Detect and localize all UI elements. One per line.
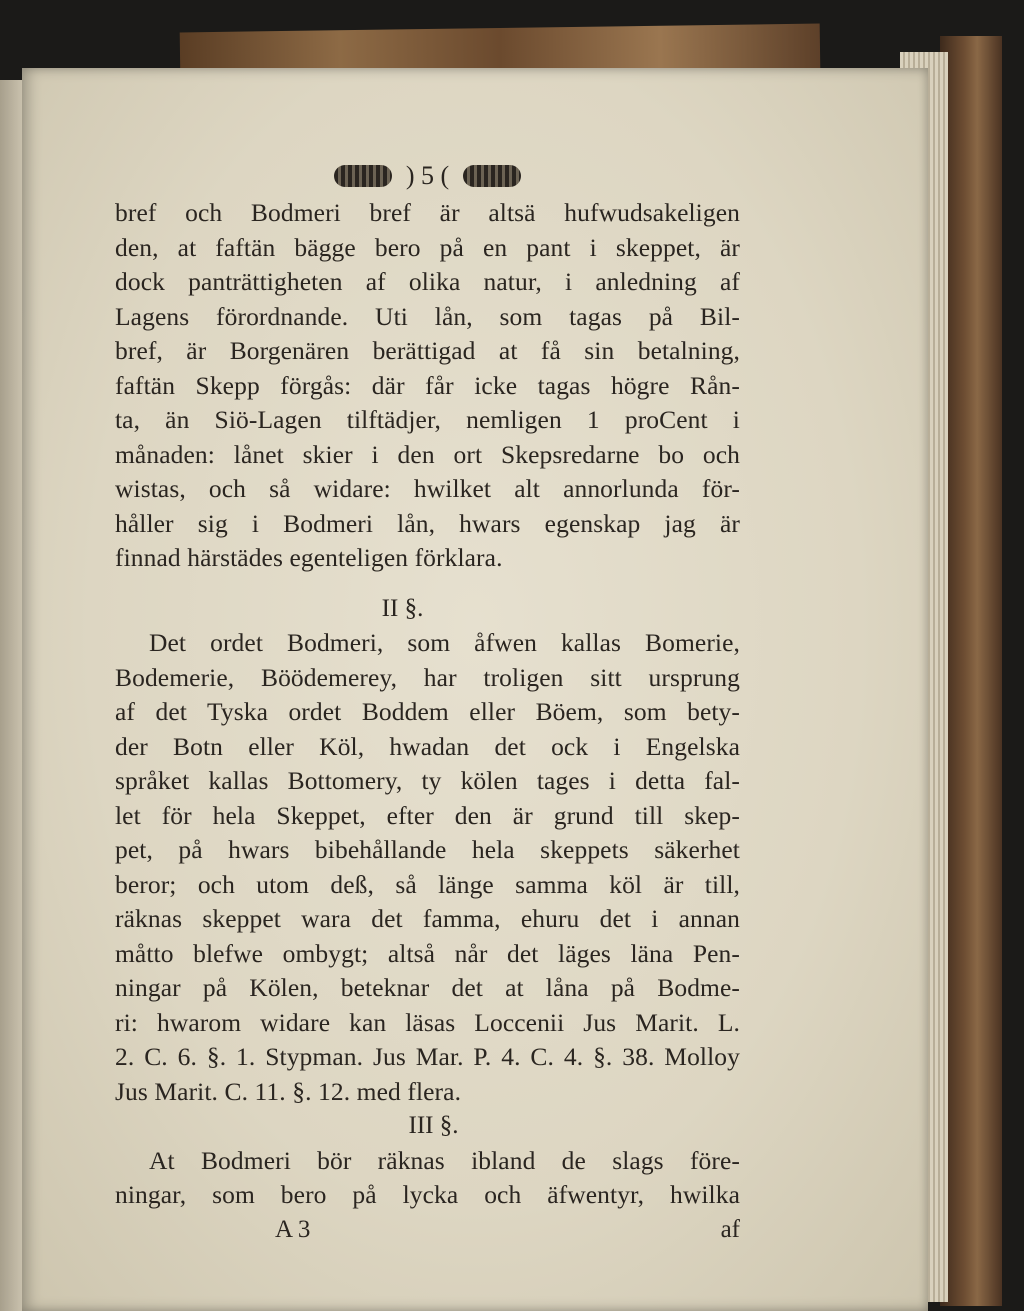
- section-3: [115, 1144, 740, 1213]
- right-ornament-icon: [463, 165, 521, 187]
- page-text: [115, 156, 740, 1247]
- text-line: 2. C. 6. §. 1. Stypman. Jus Mar. P. 4. C. 4. §. 38. Molloy: [115, 1042, 740, 1071]
- text-line: håller sig i Bodmeri lån, hwars egenskap jag är: [115, 508, 740, 538]
- text-line: af det Tyska ordet Boddem eller Böem, som bety-: [115, 697, 740, 726]
- text-line: bref och Bodmeri bref är altsä hufwudsakeligen: [115, 198, 740, 227]
- text-line: beror; och utom deß, så länge samma köl är till,: [115, 869, 740, 899]
- text-line: finnad härstädes egenteligen förklara.: [115, 543, 503, 572]
- text-line: måtto blefwe ombygt; altså når det läges läna Pen-: [115, 938, 740, 968]
- section-3-heading: III §.: [408, 1112, 459, 1139]
- text-line: bref, är Borgenären berättigad at få sin betalning,: [115, 336, 740, 365]
- text-line: språket kallas Bottomery, ty kölen tages i detta fal-: [115, 766, 740, 795]
- book-cover-spine: [940, 36, 1002, 1306]
- section-2-heading: II §.: [381, 594, 424, 622]
- text-line: ri: hwarom widare kan läsas Loccenii Jus Marit. L.: [115, 1007, 740, 1037]
- signature-mark: A 3: [275, 1215, 311, 1243]
- section-2: [115, 626, 740, 1109]
- text-line: den, at faftän bägge bero på en pant i skeppet, är: [115, 232, 740, 262]
- page-header: [115, 156, 740, 196]
- text-line: Bodemerie, Böödemerey, har troligen sitt ursprung: [115, 662, 740, 692]
- text-line: månaden: lånet skier i den ort Skepsredarne bo och: [115, 439, 740, 469]
- section-1: [115, 196, 740, 576]
- text-line: ningar på Kölen, beteknar det at låna på Bodme-: [115, 973, 740, 1002]
- text-line: dock panträttigheten af olika natur, i anledning af: [115, 267, 740, 296]
- text-line: ningar, som bero på lycka och äfwentyr, hwilka: [115, 1180, 740, 1209]
- text-line: pet, på hwars bibehållande hela skeppets säkerhet: [115, 835, 740, 864]
- text-line: At Bodmeri bör räknas ibland de slags före-: [149, 1145, 740, 1175]
- catchword: af: [720, 1215, 740, 1243]
- text-line: Jus Marit. C. 11. §. 12. med flera.: [115, 1076, 462, 1106]
- page-footer: [115, 1213, 740, 1248]
- text-line: Lagens förordnande. Uti lån, som tagas på Bil-: [115, 301, 740, 331]
- left-ornament-icon: [334, 165, 392, 187]
- text-line: wistas, och så widare: hwilket alt annorlunda för-: [115, 474, 740, 503]
- text-line: let för hela Skeppet, efter den är grund till skep-: [115, 800, 740, 830]
- text-line: Det ordet Bodmeri, som åfwen kallas Bomerie,: [149, 628, 740, 657]
- page-number: ) 5 (: [405, 161, 450, 190]
- text-line: faftän Skepp förgås: där får icke tagas högre Rån-: [115, 370, 740, 400]
- text-line: der Botn eller Köl, hwadan det ock i Engelska: [115, 731, 740, 761]
- text-line: ta, än Siö-Lagen tilftädjer, nemligen 1 proCent i: [115, 405, 740, 434]
- text-line: räknas skeppet wara det famma, ehuru det i annan: [115, 904, 740, 933]
